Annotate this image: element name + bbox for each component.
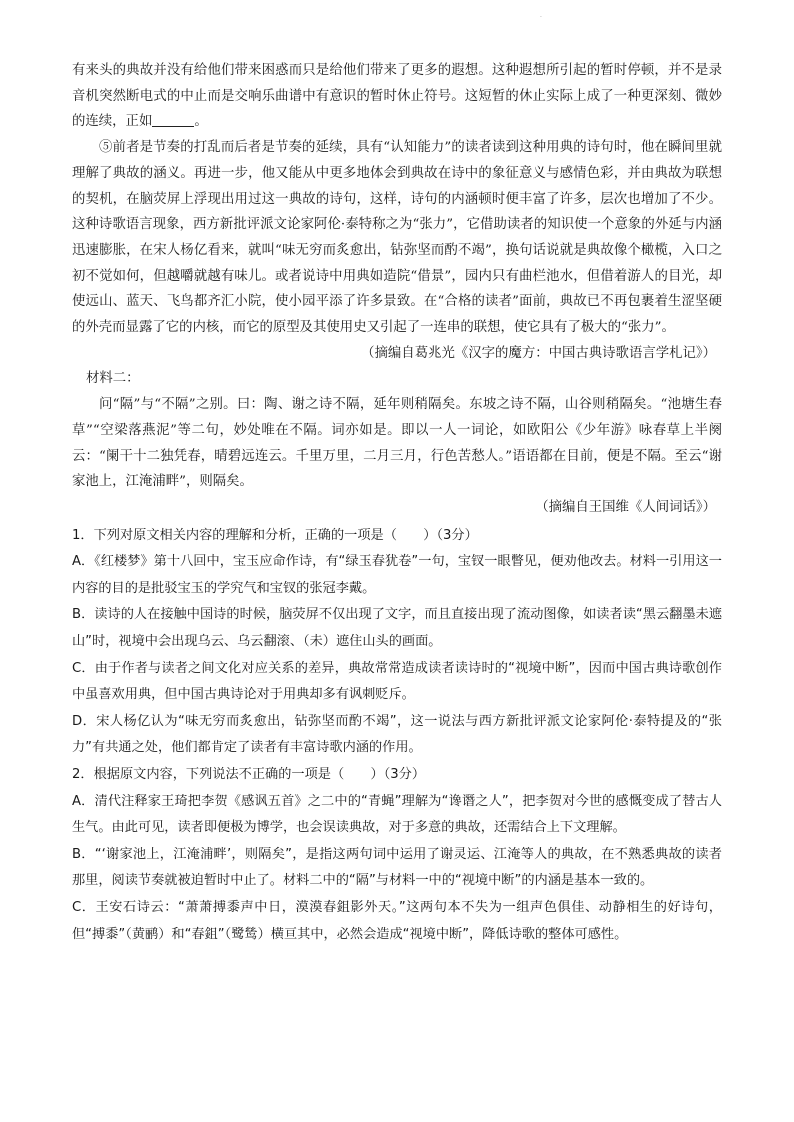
question-1-option-a: A．《红楼梦》第十八回中，宝玉应命作诗，有“绿玉春犹卷”一句，宝钗一眼瞥见，便劝他改去。材料一引用这一内容的目的是批驳宝玉的学究气和宝钗的张冠李戴。 [72,554,722,596]
question-1-option-b: B．读诗的人在接触中国诗的时候，脑荧屏不仅出现了文字，而且直接出现了流动图像，如读者读“黑云翻墨未遮山”时，视境中会出现乌云、乌云翻滚、（未）遮住山头的画面。 [72,607,722,650]
passage-paragraph-5: ⑤前者是节奏的打乱而后者是节奏的延续，具有“认知能力”的读者读到这种用典的诗句时，他在瞬间里就理解了典故的涵义。再进一步，他又能从中更多地体会到典故在诗中的象征意义与感情色彩，并由典故为联想的契机，在脑荧屏上浮现出用过这一典故的诗句，这样，诗句的内涵顿时便丰富了许多，层次也增加了不少。这种诗歌语言现象，西方新批评派文论家阿伦·泰特称之为“张力”，它借助读者的知识使一个意象的外延与内涵迅速膨胀，在宋人杨亿看来，就叫“味无穷而炙愈出，钻弥坚而酌不竭”，换句话说就是典故像个橄榄，入口之初不觉如何，但越嚼就越有味儿。或者说诗中用典如造院“借景”，园内只有曲栏池水，但借着游人的目光，却使远山、蓝天、飞鸟都齐汇小院，使小园平添了许多景致。在“合格的读者”面前，典故已不再包裹着生涩坚硬的外壳而显露了它的内核，而它的原型及其使用史又引起了一连串的联想，使它具有了极大的“张力”。 [72,140,722,336]
question-1 [72,523,722,762]
paragraph-1-text: 有来头的典故并没有给他们带来困惑而只是给他们带来了更多的遐想。这种遐想所引起的暂时停顿，并不是录音机突然断电式的中止而是交响乐曲谱中有意识的暂时休止符号。这短暂的休止实际上成了一种更深刻、微妙的连续，正如 [72,63,722,130]
fill-in-blank [152,112,194,127]
passage-paragraph-1 [72,58,722,135]
source-citation-2: （摘编自王国维《人间词话》） [535,499,716,515]
question-2-option-c: C．王安石诗云：“萧萧搏黍声中日，漠漠春鉏影外天。”这两句本不失为一组声色俱佳、动静相生的好诗句，但“搏黍”（黄鹂）和“春鉏”（鹭鸶）横亘其中，必然会造成“视境中断”，降低诗歌的整体可感性。 [72,899,722,942]
document-page [72,58,722,948]
question-1-option-c: C．由于作者与读者之间文化对应关系的差异，典故常常造成读者读诗时的“视境中断”，因而中国古典诗歌创作中虽喜欢用典，但中国古典诗论对于用典却多有讽刺贬斥。 [72,660,722,703]
question-2-option-a: A．清代注释家王琦把李贺《感讽五首》之二中的“青蝇”理解为“谗谮之人”，把李贺对今世的感慨变成了替古人生气。由此可见，读者即便极为博学，也会误读典故，对于多意的典故，还需结合上下文理解。 [72,793,722,836]
material-2-text: 问“隔”与“不隔”之别。曰：陶、谢之诗不隔，延年则稍隔矣。东坡之诗不隔，山谷则稍隔矣。“池塘生春草”“空梁落燕泥”等二句，妙处唯在不隔。词亦如是。即以一人一词论，如欧阳公《少年游》咏春草上半阕云：“阑干十二独凭春，晴碧远连云。千里万里，二月三月，行色苦愁人。”语语都在目前，便是不隔。至云“谢家池上，江淹浦畔”，则隔矣。 [72,397,722,490]
material-2-label: 材料二： [86,371,140,387]
question-1-option-d: D．宋人杨亿认为“味无穷而炙愈出，钻弥坚而酌不竭”，这一说法与西方新批评派文论家阿伦·泰特提及的“张力”有共通之处，他们都肯定了读者有丰富诗歌内涵的作用。 [72,713,722,756]
page-mark: · [540,14,542,21]
paragraph-1-end: 。 [194,114,208,130]
question-2-option-b: B．“‘谢家池上，江淹浦畔’，则隔矣”，是指这两句词中运用了谢灵运、江淹等人的典故，在不熟悉典故的读者那里，阅读节奏就被迫暂时中止了。材料二中的“隔”与材料一中的“视境中断”的内涵是基本一致的。 [72,846,722,889]
question-1-stem: 1．下列对原文相关内容的理解和分析，正确的一项是（ ）（3分） [72,527,478,543]
question-2 [72,762,722,948]
question-2-stem: 2．根据原文内容，下列说法不正确的一项是（ ）（3分） [72,767,426,782]
source-citation-1: （摘编自葛兆光《汉字的魔方：中国古典诗歌语言学札记》） [361,345,716,361]
